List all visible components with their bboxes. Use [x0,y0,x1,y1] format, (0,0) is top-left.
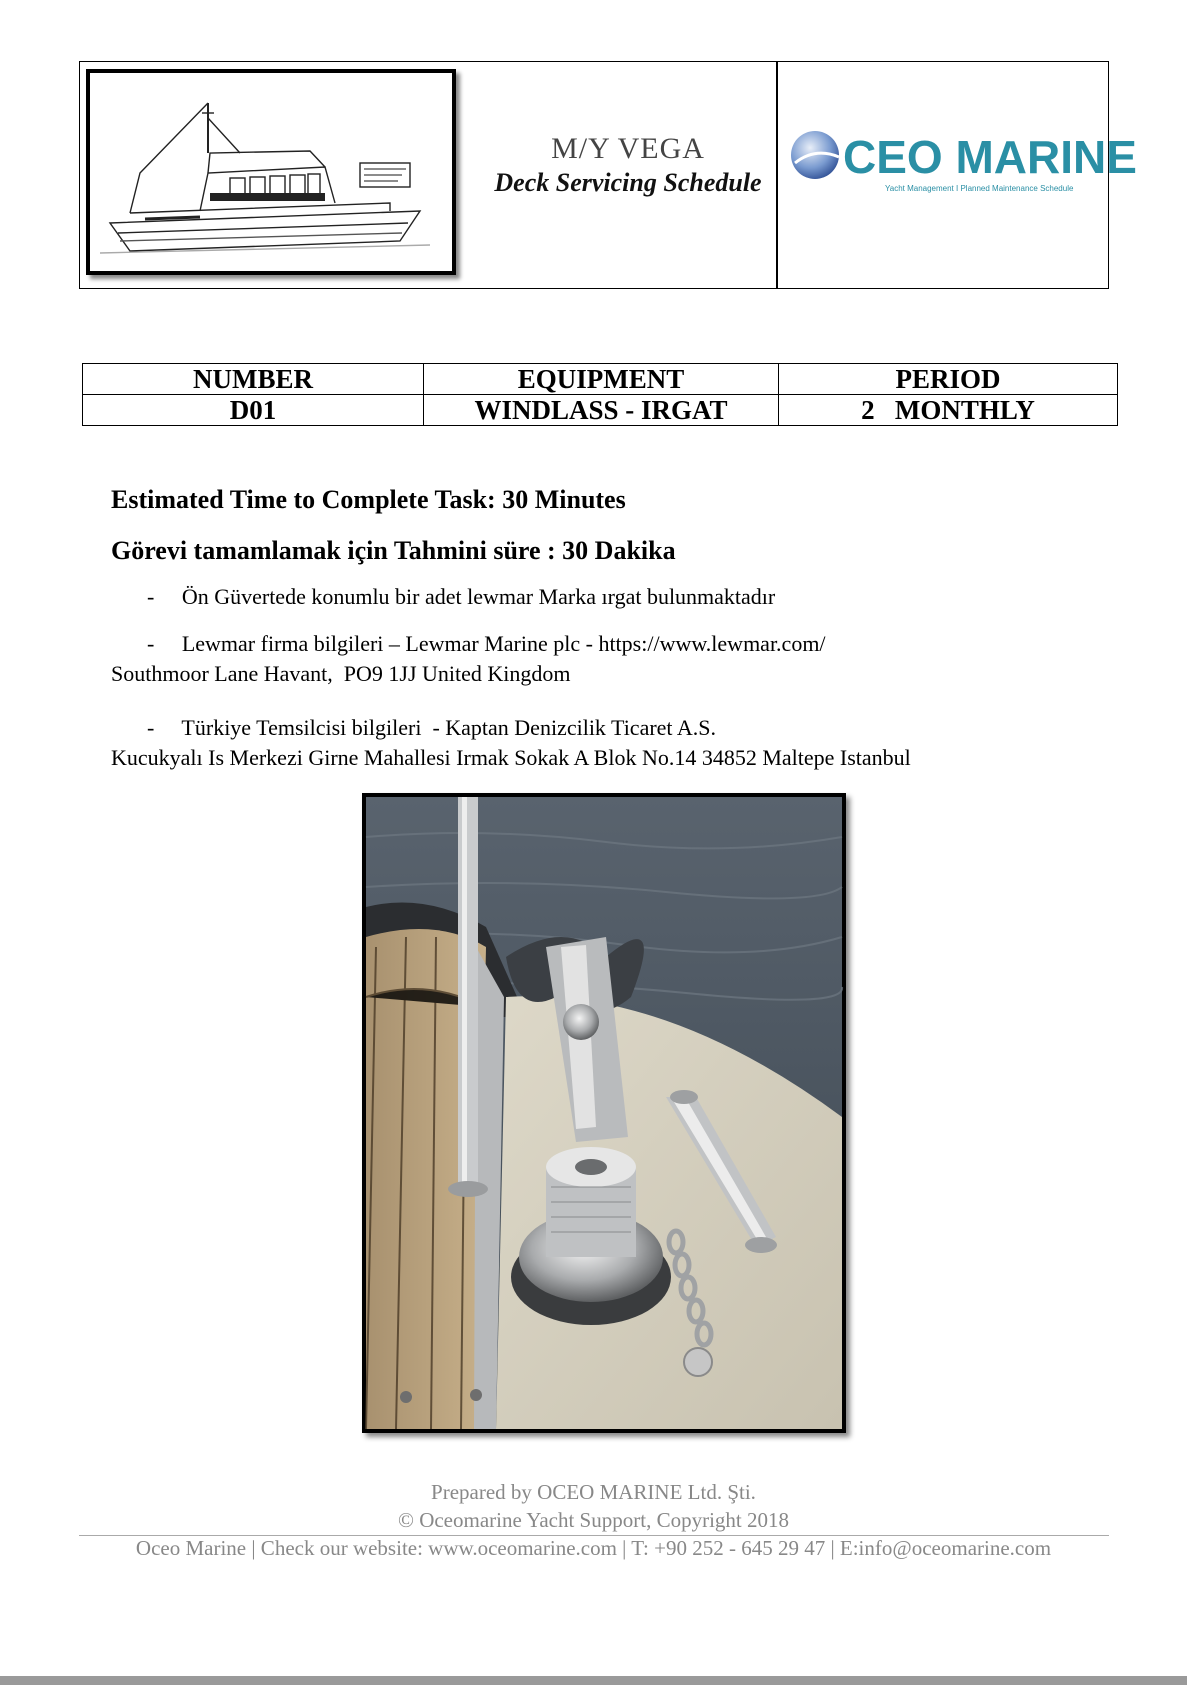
header-number: NUMBER [83,364,424,395]
logo-text: CEO MARINE [843,131,1137,183]
manufacturer-address: Southmoor Lane Havant, PO9 1JJ United Kingdom [111,661,571,686]
table-header-row [83,364,1118,395]
table-row [83,395,1118,426]
boat-sketch-icon [90,73,452,271]
boat-drawing [86,69,456,275]
footer-prepared: Prepared by OCEO MARINE Ltd. Şti. [431,1480,756,1504]
representative-address: Kucukyalı Is Merkezi Girne Mahallesi Irmak Sokak A Blok No.14 34852 Maltepe Istanbul [111,745,911,770]
bullet-manufacturer: - Lewmar firma bilgileri – Lewmar Marine plc - https://www.lewmar.com/ [147,631,826,656]
footer-copyright: © Oceomarine Yacht Support, Copyright 2018 [397,1508,789,1532]
bullet-representative: - Türkiye Temsilcisi bilgileri - Kaptan Denizcilik Ticaret A.S. [147,715,716,740]
footer-contact: Oceo Marine | Check our website: www.oceomarine.com | T: +90 252 - 645 29 47 | E:info@oceomarine.com [135,1536,1052,1560]
vessel-name: M/Y VEGA [551,132,705,165]
logo-tagline: Yacht Management I Planned Maintenance Schedule [885,184,1074,193]
bullet-location: - Ön Güvertede konumlu bir adet lewmar Marka ırgat bulunmaktadır [147,584,776,609]
cell-equipment: WINDLASS - IRGAT [424,395,779,426]
globe-logo-icon [785,127,1137,197]
estimate-turkish: Görevi tamamlamak için Tahmini süre : 30 Dakika [111,536,676,565]
schedule-title: Deck Servicing Schedule [494,168,762,197]
header-divider [776,62,778,288]
cell-number: D01 [83,395,424,426]
task-info-table [82,363,1118,426]
windlass-photo-icon [366,797,842,1429]
cell-period: 2 MONTHLY [779,395,1118,426]
windlass-photo [362,793,846,1433]
document-header [79,61,1137,289]
header-equipment: EQUIPMENT [424,364,779,395]
header-period: PERIOD [779,364,1118,395]
page-bottom-edge [0,1676,1187,1685]
estimate-english: Estimated Time to Complete Task: 30 Minutes [111,485,626,514]
company-logo [785,127,1137,197]
